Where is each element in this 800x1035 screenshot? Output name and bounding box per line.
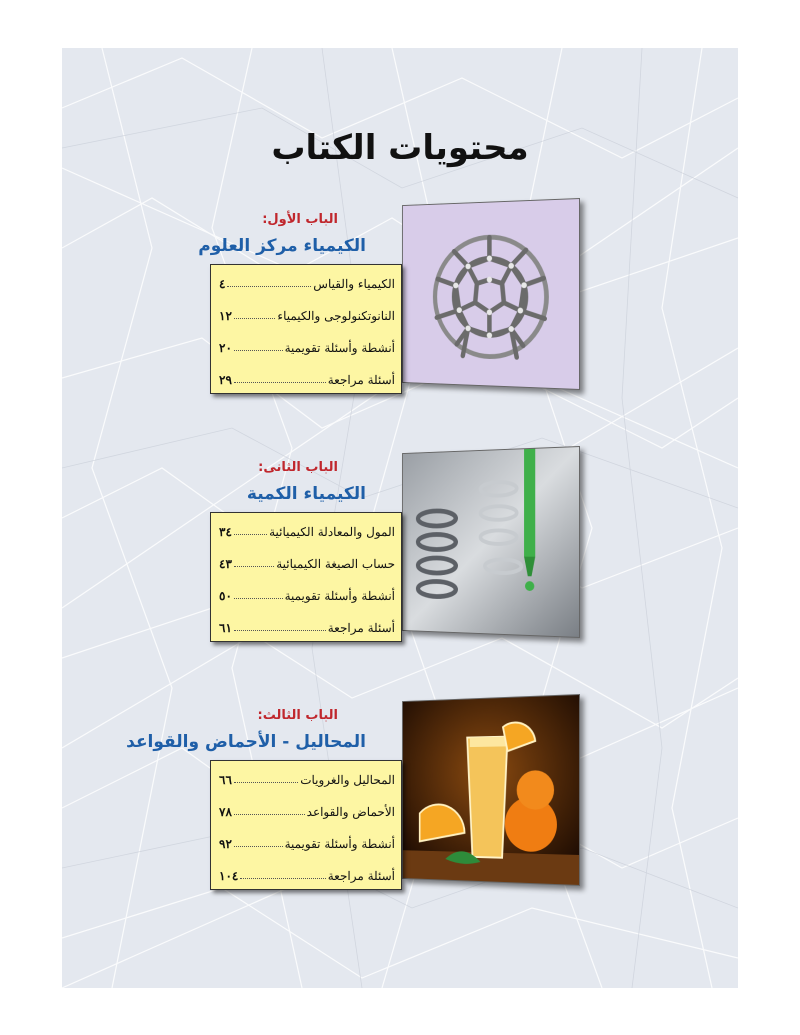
toc-entry-title: أسئلة مراجعة (327, 373, 395, 387)
toc-entry-page: ١٢ (219, 309, 232, 323)
toc-box (210, 512, 402, 642)
toc-entry-title: أنشطة وأسئلة تقويمية (284, 341, 395, 355)
toc-entry[interactable] (219, 365, 395, 387)
chapter-title: المحاليل - الأحماض والقواعد (126, 732, 366, 752)
dot-leader (234, 846, 283, 847)
toc-entry-title: المول والمعادلة الكيميائية (269, 525, 395, 539)
toc-entry-page: ٢٠ (219, 341, 232, 355)
toc-entry-title: أسئلة مراجعة (327, 621, 395, 635)
toc-entry-page: ٩٢ (219, 837, 232, 851)
toc-entry-title: أسئلة مراجعة (327, 869, 395, 883)
toc-entry-title: المحاليل والغرويات (300, 773, 395, 787)
dot-leader (240, 878, 325, 879)
toc-entry-title: النانوتكنولوجى والكيمياء (277, 309, 395, 323)
toc-entry[interactable] (219, 517, 395, 539)
dot-leader (234, 382, 326, 383)
dot-leader (234, 814, 305, 815)
toc-entry[interactable] (219, 269, 395, 291)
toc-entry[interactable] (219, 829, 395, 851)
buckyball-molecule-image (402, 198, 580, 390)
dot-leader (234, 566, 274, 567)
orange-juice-glass-image (402, 694, 580, 886)
dot-leader (234, 782, 298, 783)
toc-entry-page: ٤ (219, 277, 226, 291)
toc-entry-page: ٤٣ (219, 557, 232, 571)
chapter-label: الباب الأول: (262, 212, 338, 227)
chapter-label: الباب الثالث: (257, 708, 338, 723)
chapter-title: الكيمياء الكمية (246, 484, 366, 504)
toc-box (210, 264, 402, 394)
dot-leader (234, 598, 283, 599)
toc-entry-page: ٧٨ (219, 805, 232, 819)
toc-entry[interactable] (219, 861, 395, 883)
toc-entry-title: الكيمياء والقياس (313, 277, 395, 291)
toc-entry[interactable] (219, 765, 395, 787)
toc-entry-title: أنشطة وأسئلة تقويمية (284, 837, 395, 851)
toc-entry-page: ١٠٤ (219, 869, 239, 883)
chapter-label: الباب الثانى: (258, 460, 338, 475)
page-title: محتويات الكتاب (271, 128, 529, 168)
toc-entry[interactable] (219, 301, 395, 323)
toc-entry[interactable] (219, 581, 395, 603)
book-page (62, 48, 738, 988)
toc-entry-page: ٥٠ (219, 589, 232, 603)
toc-entry[interactable] (219, 549, 395, 571)
dot-leader (227, 286, 311, 287)
toc-entry-page: ٦١ (219, 621, 232, 635)
toc-entry-title: أنشطة وأسئلة تقويمية (284, 589, 395, 603)
dot-leader (234, 534, 267, 535)
toc-entry[interactable] (219, 333, 395, 355)
toc-box (210, 760, 402, 890)
dot-leader (234, 318, 276, 319)
toc-entry-page: ٢٩ (219, 373, 232, 387)
toc-entry-page: ٣٤ (219, 525, 232, 539)
chapter-title: الكيمياء مركز العلوم (198, 236, 366, 256)
dot-leader (234, 350, 283, 351)
toc-entry-page: ٦٦ (219, 773, 232, 787)
green-pipette-rings-image (402, 446, 580, 638)
toc-entry-title: الأحماض والقواعد (306, 805, 395, 819)
toc-entry-title: حساب الصيغة الكيميائية (276, 557, 395, 571)
toc-entry[interactable] (219, 797, 395, 819)
dot-leader (234, 630, 326, 631)
toc-entry[interactable] (219, 613, 395, 635)
